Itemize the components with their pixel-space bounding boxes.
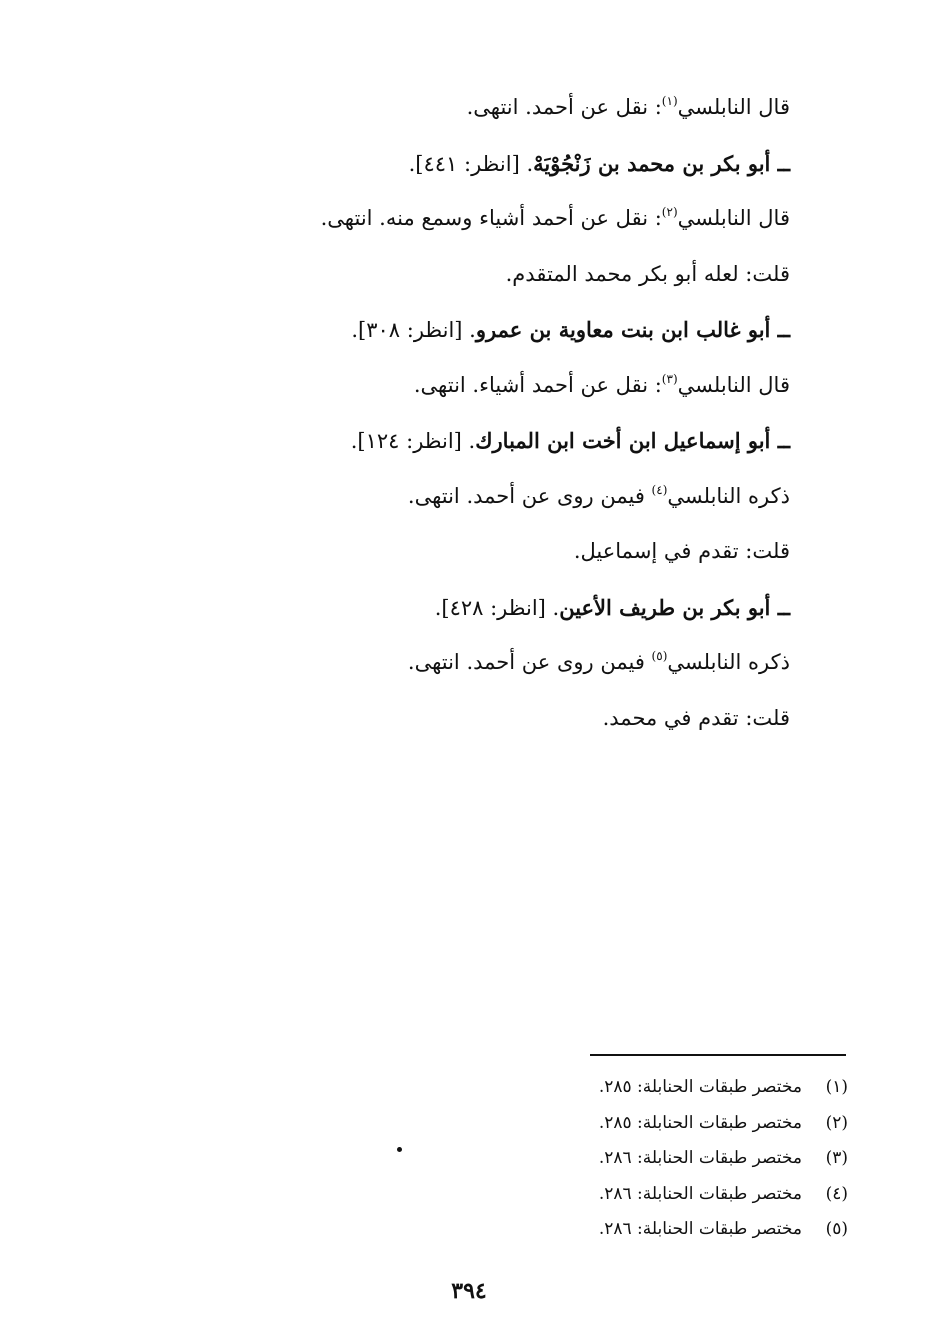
footnote-number: (٥)	[825, 1219, 848, 1239]
footnote-ref: (٥)	[651, 649, 668, 663]
text-line: قال النابلسي$^{(١)}$: نقل عن أحمد. انتهى.	[466, 94, 790, 119]
footnote-number: (٤)	[825, 1183, 848, 1204]
footnote	[448, 1106, 848, 1142]
footnote-ref: (٤)	[651, 482, 668, 497]
footnote-ref: (٣)	[661, 371, 678, 386]
footnote-text: مختصر طبقات الحنابلة: ٢٨٦.	[598, 1219, 802, 1239]
text-line: قال النابلسي$^{(٢)}$: نقل عن أحمد أشياء وسمع منه. انتهى.	[320, 205, 790, 230]
main-text	[230, 80, 790, 746]
footnote-text: مختصر طبقات الحنابلة: ٢٨٦.	[598, 1183, 802, 1204]
text-line: قال النابلسي$^{(٣)}$: نقل عن أحمد أشياء. انتهى.	[413, 371, 790, 397]
footnote-text: مختصر طبقات الحنابلة: ٢٨٦.	[598, 1148, 802, 1168]
footnote-text: مختصر طبقات الحنابلة: ٢٨٥.	[598, 1112, 802, 1133]
entry-heading: ــ أبو بكر بن محمد بن زَنْجُوْيَهْ. [انظر: ٤٤١].	[408, 150, 790, 176]
text-line: ذكره النابلسي$^{(٤)}$ فيمن روى عن أحمد. انتهى.	[407, 482, 790, 508]
entry-heading: ــ أبو بكر بن طريف الأعين. [انظر: ٤٢٨].	[434, 594, 790, 620]
footnote-number: (١)	[825, 1077, 848, 1097]
page-number: ٣٩٤	[451, 1278, 487, 1304]
text-line: قلت: تقدم في إسماعيل.	[573, 539, 790, 563]
footnotes	[448, 1070, 848, 1248]
footnote	[448, 1212, 848, 1248]
entry-heading: ــ أبو غالب ابن بنت معاوية بن عمرو. [انظر: ٣٠٨].	[351, 317, 790, 342]
footnote	[448, 1177, 848, 1213]
footnote	[448, 1141, 848, 1177]
text-line: قلت: تقدم في محمد.	[602, 705, 790, 730]
footnote-separator	[590, 1054, 846, 1056]
footnote	[448, 1070, 848, 1106]
footnote-text: مختصر طبقات الحنابلة: ٢٨٥.	[598, 1077, 802, 1097]
footnote-ref: (١)	[661, 94, 678, 108]
footnote-ref: (٢)	[661, 205, 678, 219]
text-line: ذكره النابلسي$^{(٥)}$ فيمن روى عن أحمد. انتهى.	[407, 649, 790, 674]
text-line: قلت: لعله أبو بكر محمد المتقدم.	[505, 261, 790, 286]
footnote-number: (٢)	[825, 1112, 848, 1133]
entry-heading: ــ أبو إسماعيل ابن أخت ابن المبارك. [انظر: ١٢٤].	[350, 428, 790, 453]
ink-dot	[397, 1147, 402, 1152]
footnote-number: (٣)	[825, 1148, 848, 1168]
